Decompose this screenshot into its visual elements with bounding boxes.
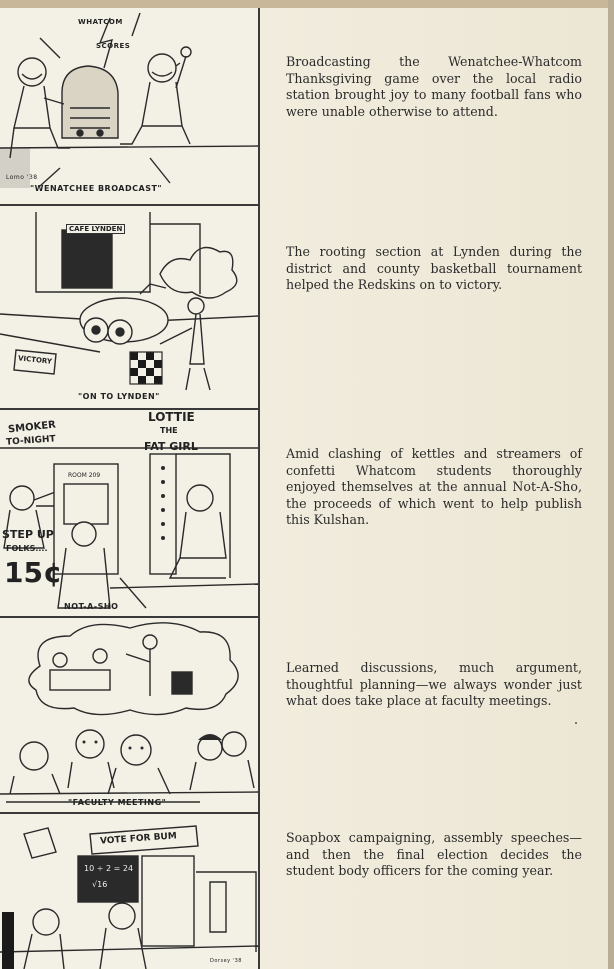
broadcast-caption: "WENATCHEE BROADCAST": [30, 184, 163, 193]
lynden-victory-flag: VICTORY: [17, 354, 53, 366]
notasho-fatgirl-sign: FAT GIRL: [144, 440, 198, 453]
notasho-door-sign: ROOM 209: [68, 472, 101, 479]
notasho-lottie-sign: LOTTIE: [148, 410, 195, 424]
broadcast-word-scores: SCORES: [96, 42, 131, 50]
lynden-cafe-sign: CAFE LYNDEN: [66, 224, 125, 234]
lynden-drawing: [0, 204, 258, 408]
election-board-equation: 10 ÷ 2 = 24: [84, 864, 134, 873]
cartoon-broadcast: [0, 8, 258, 206]
paragraph-notasho: Amid clashing of kettles and streamers of confetti Whatcom students thoroughly enjoyed themselves at the annual Not-A-Sho, the proceeds of which went to help publish this Kulshan.: [286, 446, 582, 528]
notasho-price: 15¢: [4, 556, 63, 589]
notasho-the-sign: THE: [160, 426, 178, 435]
notasho-folks: FOLKS....: [6, 544, 48, 553]
faculty-caption: "FACULTY MEETING": [68, 798, 167, 807]
paragraph-faculty: Learned discussions, much argument, thoughtful planning—we always wonder just what does take place at faculty meetings.: [286, 660, 582, 709]
page-top-edge: [0, 0, 614, 8]
broadcast-signature: Lomo '38: [6, 174, 38, 181]
paper-speck: [575, 722, 577, 724]
notasho-smoker-sign: SMOKER: [7, 419, 57, 436]
election-board-root: √16: [92, 880, 108, 889]
notasho-tonight-sign: TO-NIGHT: [5, 434, 56, 448]
cartoon-notasho: [0, 408, 258, 618]
cartoon-strip: [0, 8, 260, 969]
election-signature: Dorsey '38: [210, 958, 242, 964]
cartoon-election: [0, 812, 258, 969]
page-binding-edge: [608, 0, 614, 969]
notasho-caption: NOT-A-SHO: [64, 602, 119, 611]
lynden-caption: "ON TO LYNDEN": [78, 392, 160, 401]
notasho-step-up: STEP UP: [2, 528, 54, 541]
cartoon-lynden: [0, 204, 258, 410]
cartoon-faculty: [0, 616, 258, 814]
paragraph-election: Soapbox campaigning, assembly speeches—and then the final election decides the student body officers for the coming year.: [286, 830, 582, 879]
paragraph-lynden: The rooting section at Lynden during the district and county basketball tournament helped the Redskins on to victory.: [286, 244, 582, 293]
paragraph-broadcast: Broadcasting the Wenatchee-Whatcom Thanksgiving game over the local radio station brought joy to many football fans who were unable otherwise to attend.: [286, 54, 582, 119]
faculty-drawing: [0, 616, 258, 812]
broadcast-drawing: [0, 8, 258, 204]
election-banner: VOTE FOR BUM: [99, 831, 178, 847]
broadcast-word-whatcom: WHATCOM: [78, 18, 123, 26]
